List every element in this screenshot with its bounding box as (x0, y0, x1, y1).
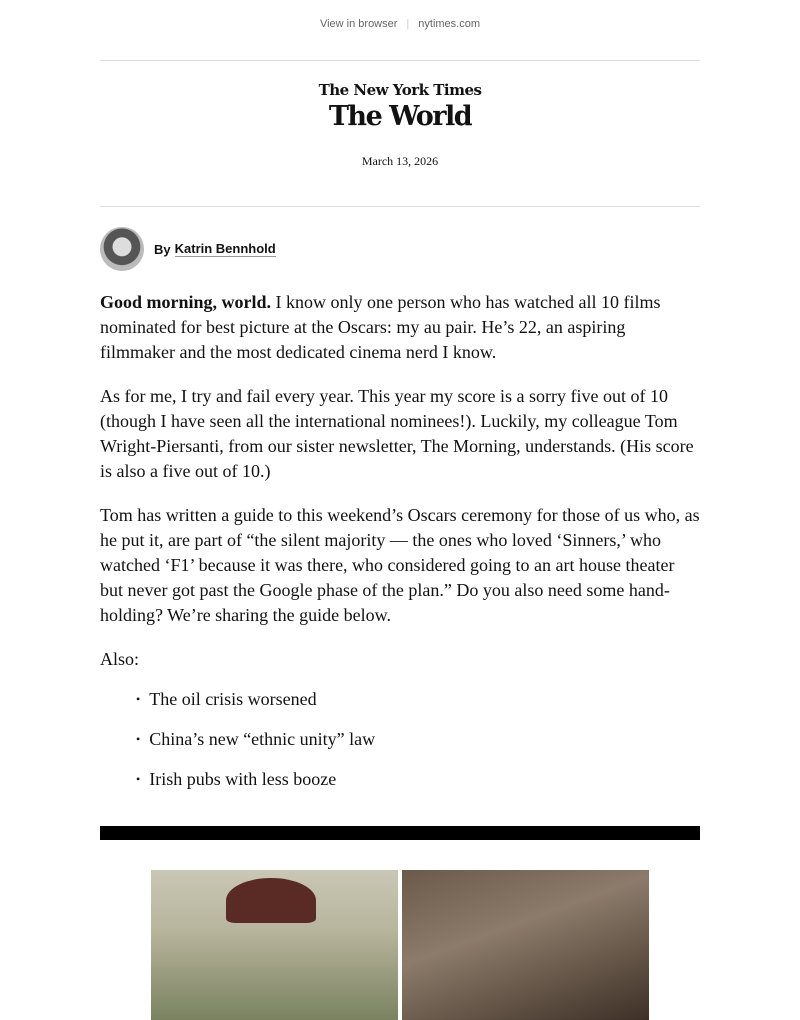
by-label: By (154, 241, 171, 257)
greeting: Good morning, world. (100, 292, 272, 312)
date: March 13, 2026 (361, 154, 439, 168)
newsletter-title: The World (328, 101, 472, 132)
nyt-logo[interactable]: The New York Times (318, 81, 482, 99)
paragraph-1 (100, 290, 700, 365)
photo-crowd-woman[interactable] (402, 870, 649, 1020)
section-divider (100, 826, 700, 840)
list-item: • China’s new “ethnic unity” law (136, 728, 700, 752)
list-item: • The oil crisis worsened (136, 688, 700, 712)
separator: | (406, 18, 410, 30)
bullet-list (100, 688, 700, 792)
nytimes-link[interactable]: nytimes.com (418, 18, 481, 30)
newsletter-header (100, 61, 700, 207)
paragraph-1-text: I know only one person who has watched all 10 films nominated for best picture at the Oscars: my au pair. He’s 22, an aspiring filmmaker and the most dedicated cinema nerd I know. (100, 292, 661, 362)
paragraph-2: As for me, I try and fail every year. This year my score is a sorry five out of 10 (though I have seen all the international nominees!). Luckily, my colleague Tom Wright-Piersanti, from our sister newsletter, The Morning, understands. (His score is also a five out of 10.) (100, 386, 694, 481)
byline (100, 227, 700, 271)
photo-man-in-hat[interactable] (151, 870, 398, 1020)
view-in-browser-link[interactable]: View in browser (319, 18, 398, 30)
list-item: • Irish pubs with less booze (136, 768, 700, 792)
author-avatar (100, 227, 144, 271)
photo-pair (151, 870, 700, 1020)
also-label: Also: (100, 649, 140, 669)
author-link[interactable]: Katrin Bennhold (174, 241, 276, 256)
top-links (100, 0, 700, 61)
paragraph-3: Tom has written a guide to this weekend’s Oscars ceremony for those of us who, as he put it, are part of “the silent majority — the ones who loved ‘Sinners,’ who watched ‘F1’ because it was there, who considered going to an art house theater but never got past the Google phase of the plan.” Do you also need some hand-holding? We’re sharing the guide below. (100, 505, 700, 625)
